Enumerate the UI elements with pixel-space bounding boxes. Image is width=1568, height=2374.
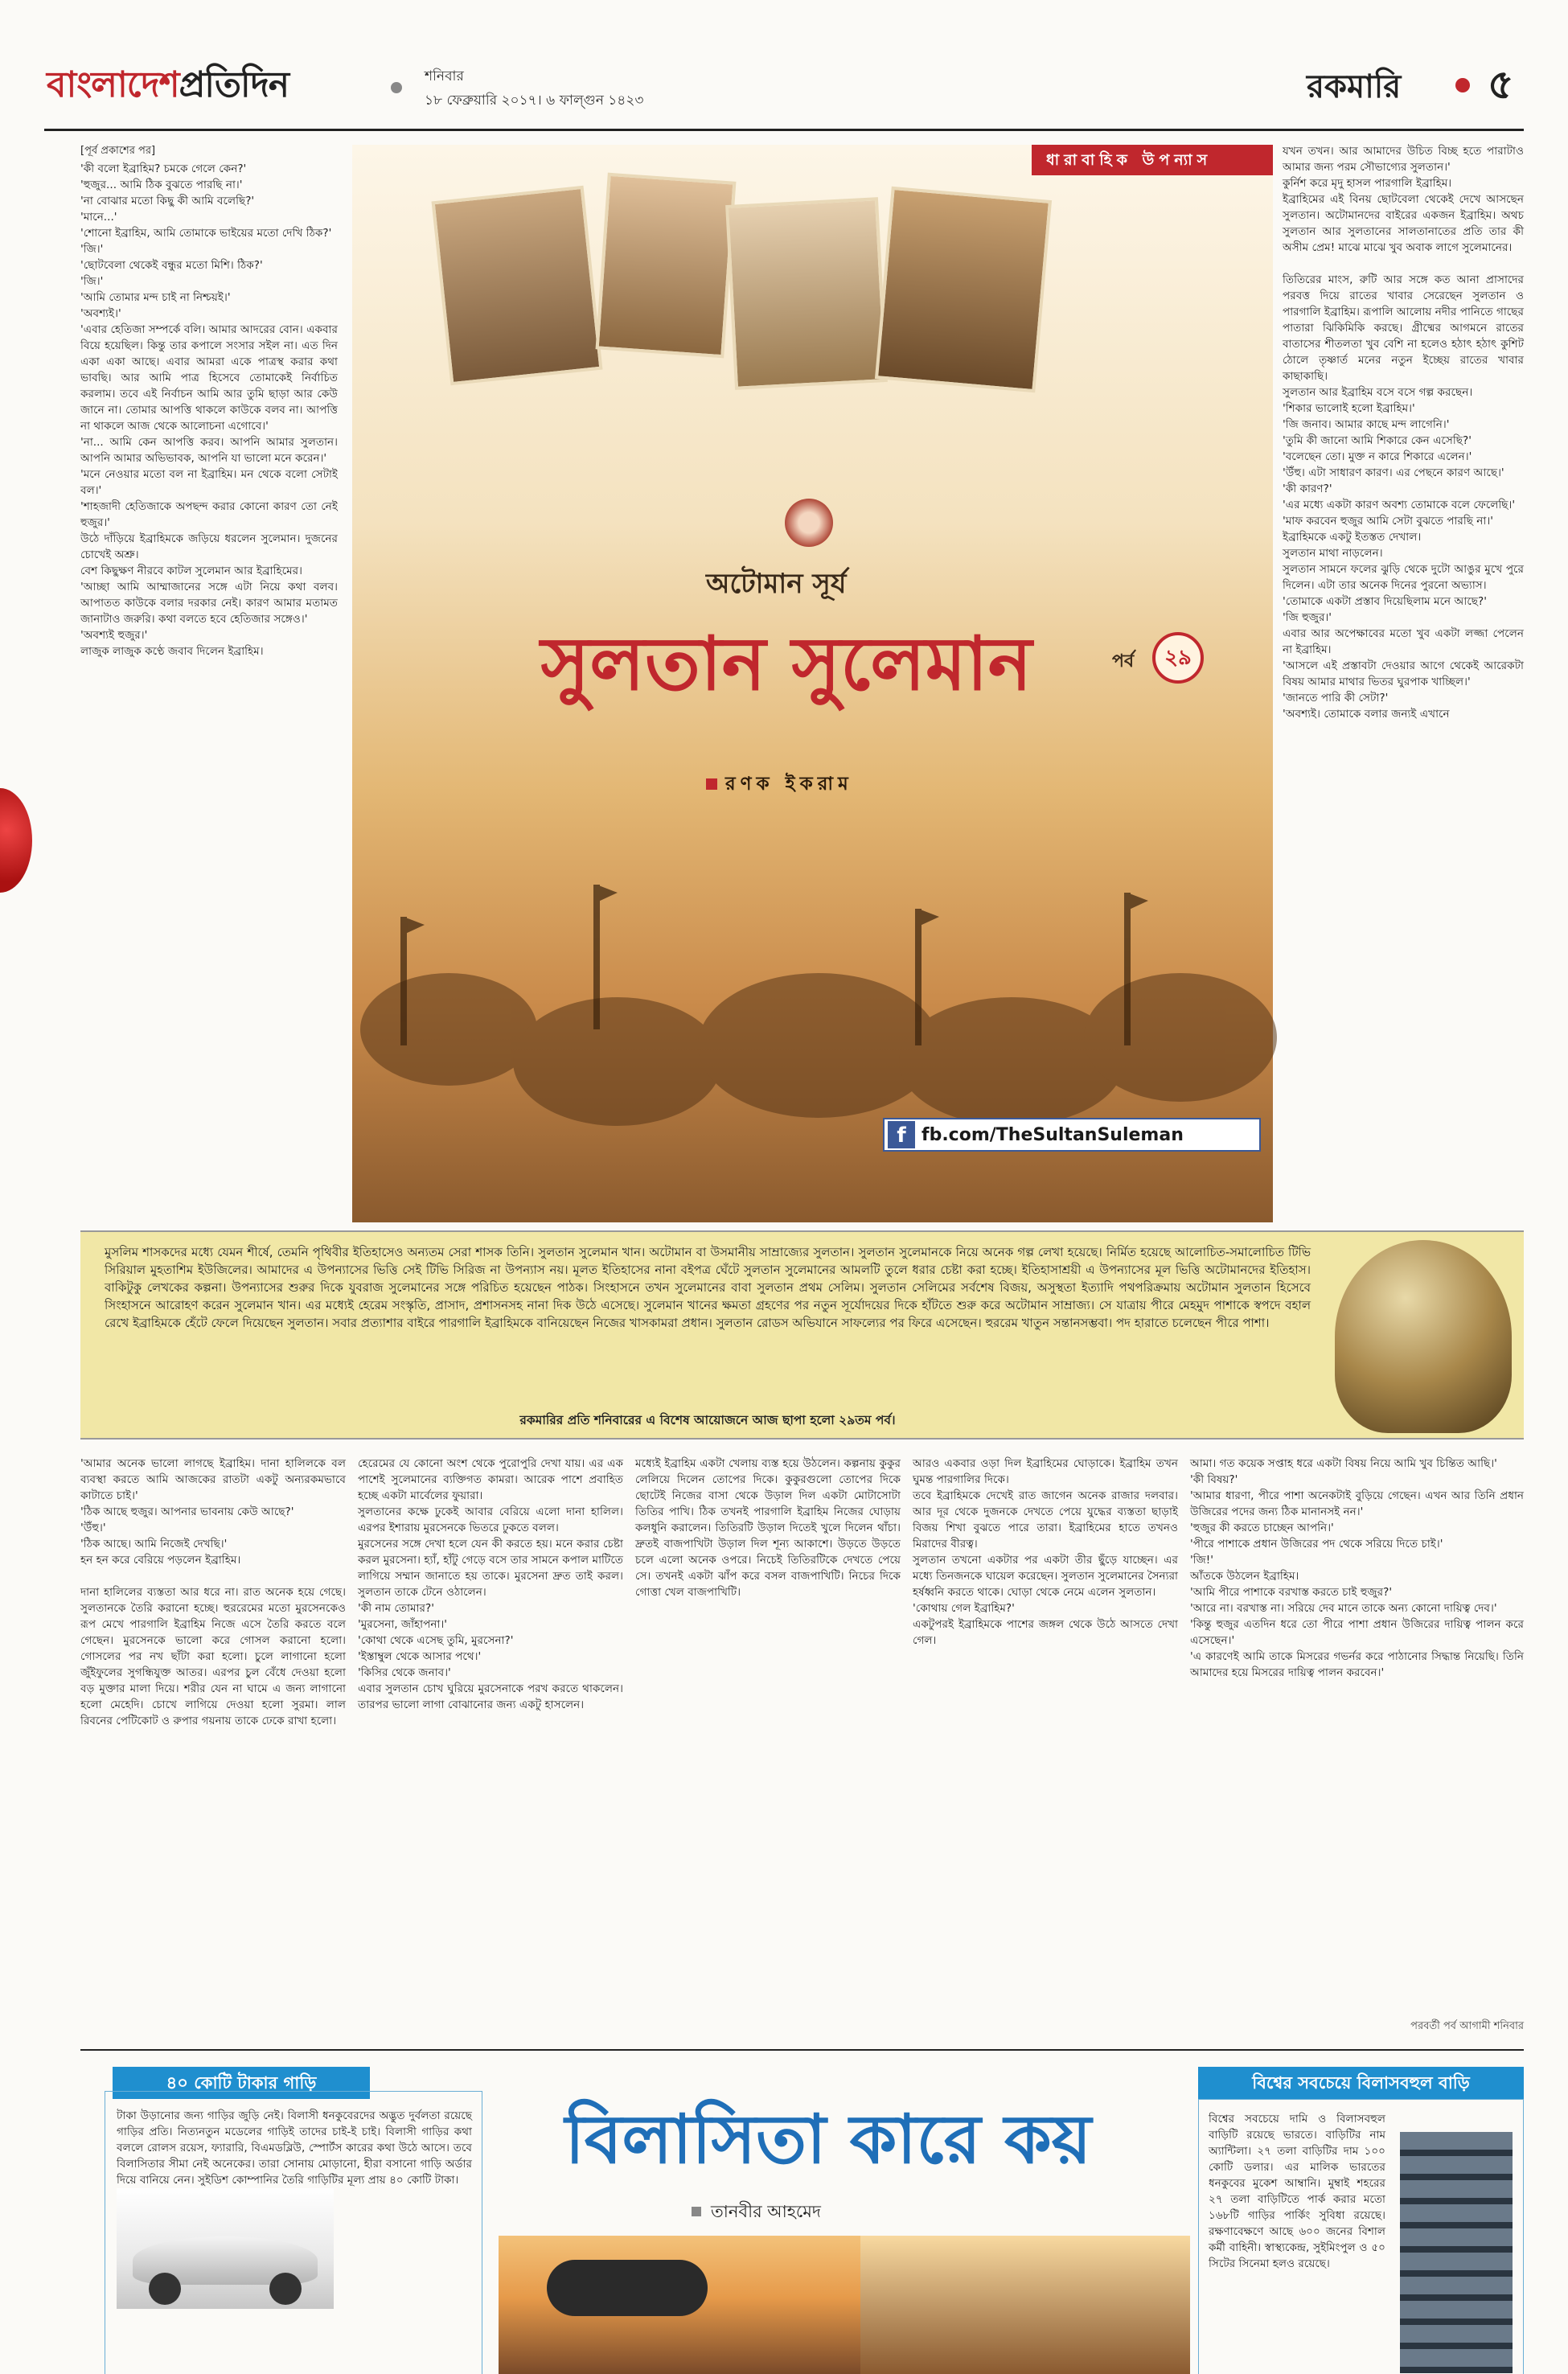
section-dot	[1455, 78, 1470, 92]
helicopter-image	[547, 2260, 708, 2316]
car-head: ৪০ কোটি টাকার গাড়ি	[113, 2067, 370, 2099]
episode-label: পর্ব	[1112, 651, 1135, 672]
portrait-2	[596, 173, 737, 359]
prev-note: [পূর্ব প্রকাশের পর]	[80, 145, 156, 157]
restaurant-image	[860, 2236, 1190, 2374]
episode-badge	[1152, 632, 1204, 684]
helmet-image	[1335, 1240, 1512, 1433]
car-image	[117, 2188, 334, 2309]
serial-col-left: 'কী বলো ইব্রাহিম? চমকে গেলে কেন?' 'হুজুর... আমি ঠিক বুঝতে পারছি না।' 'না বোঝার মতো কিছু কী আমি বলেছি?' 'মানে...' 'শোনো ইব্রাহিম, আমি তোমাকে ভাইয়ের মতো দেখি ঠিক?' 'জি।' 'ছোটবেলা থেকেই বন্ধুর মতো মিশি। ঠিক?' 'জি।' 'আমি তোমার মন্দ চাই না নিশ্চয়ই।' 'অবশ্যই।' 'এবার হেতিজা সম্পর্কে বলি। আমার আদরের বোন। একবার বিয়ে হয়েছিল। কিন্তু তার কপালে সংসার সইল না। এত দিন একা একা আছে। এবার আমরা একে পাত্রস্থ করার কথা ভাবছি। আর আমি পাত্র হিসেবে তোমাকেই নির্বাচিত করলাম। তবে এই নির্বাচন আমি আর তুমি ছাড়া আর কেউ জানে না। তোমার আপত্তি থাকলে কাউকে বলব না। আপত্তি না থাকলে আজ থেকে আলোচনা এগোবে।' 'না... আমি কেন আপত্তি করব। আপনি আমার সুলতান। আপনি আমার অভিভাবক, আপনি যা ভালো মনে করেন।' 'মনে নেওয়ার মতো বল না ইব্রাহিম। মন থেকে বলো সেটাই বল।' 'শাহজাদী হেতিজাকে অপছন্দ করার কোনো কারণ তো নেই হুজুর।' উঠে দাঁড়িয়ে ইব্রাহিমকে জড়িয়ে ধরলেন সুলেমান। দুজনের চোখেই অশ্রু। বেশ কিছুক্ষণ নীরবে কাটল সুলেমান আর ইব্রাহিমের। 'আচ্ছা আমি আম্মাজানের সঙ্গে এটা নিয়ে কথা বলব। আপাতত কাউকে বলার দরকার নেই। কারণ আমার মতামত জানাটাও জরুরি। কথা বলতে হবে হেতিজার সঙ্গেও।' 'অবশ্যই হুজুর।' লাজুক লাজুক কণ্ঠে জবাব দিলেন ইব্রাহিম।	[80, 162, 338, 658]
next-episode-note: পরবর্তী পর্ব আগামী শনিবার	[1410, 2020, 1524, 2032]
facebook-link[interactable]	[883, 1118, 1261, 1152]
issue-day: শনিবার	[425, 68, 464, 84]
masthead	[0, 0, 1568, 129]
episode-number: ২৯	[1164, 646, 1192, 670]
car-text: টাকা উড়ানোর জন্য গাড়ির জুড়ি নেই। বিলাসী ধনকুবেরদের অদ্ভুত দুর্বলতা রয়েছে গাড়ির প্রতি। নিত্যনতুন মডেলের গাড়িই তাদের চাই-ই চাই। বিলাসী গাড়ির কথা বললে রোলস রয়েস, ফ্যারারি, বিএমডব্লিউ, স্পোর্টস কারের কথা উঠে আসে। তবে বিলাসিতার সীমা নেই অনেকের। তারা সোনায় মোড়ানো, হীরা বসানো গাড়ি অর্ডার দিয়ে বানিয়ে নেন। সুইডিশ কোম্পানির তৈরি গাড়িটির মূল্য প্রায় ৪০ কোটি টাকা।	[117, 2109, 476, 2187]
issue-date: ১৮ ফেব্রুয়ারি ২০১৭। ৬ ফাল্গুন ১৪২৩	[425, 92, 644, 109]
author-emblem	[785, 499, 833, 547]
masthead-rule	[44, 129, 1524, 131]
byline-marker	[692, 2207, 701, 2216]
feature-main-image	[499, 2236, 1190, 2374]
serial-body-col-5: আমা। গত কয়েক সপ্তাহ ধরে একটা বিষয় নিয়ে আমি খুব চিন্তিত আছি।' 'কী বিষয়?' 'আমার ধারণা, পীরে পাশা অনেকটাই বুড়িয়ে গেছেন। এখন আর তিনি প্রধান উজিরের পদের জন্য ঠিক মানানসই নন।' 'হুজুর কী করতে চাচ্ছেন আপনি।' 'পীরে পাশাকে প্রধান উজিরের পদ থেকে সরিয়ে দিতে চাই।' 'জি!' আঁতকে উঠলেন ইব্রাহিম। 'আমি পীরে পাশাকে বরখাস্ত করতে চাই হুজুর?' 'আরে না। বরখাস্ত না। সরিয়ে দেব মানে তাকে অন্য কোনো দায়িত্ব দেব।' 'কিন্তু হুজুর এতদিন ধরে তো পীরে পাশা প্রধান উজিরের দায়িত্ব পালন করে এসেছেন।' 'এ কারণেই আমি তাকে মিসরের গভর্নর করে পাঠানোর সিদ্ধান্ত নিয়েছি। তিনি আমাদের হয়ে মিসরের দায়িত্ব পালন করবেন।'	[1190, 1457, 1524, 1679]
logo-part2: প্রতিদিন	[179, 64, 289, 105]
house-image	[1400, 2132, 1513, 2373]
newspaper-logo[interactable]	[47, 58, 289, 117]
serial-col-right-top: যখন তখন। আর আমাদের উচিত বিচ্ছ হতে পারাটাও আমার জন্য পরম সৌভাগ্যের সুলতান।' কুর্নিশ করে মৃদু হাসল পারগালি ইব্রাহিম। ইব্রাহিমের এই বিনয় ছোটবেলা থেকেই দেখে আসছেন সুলতান। অটোমানদের বাইরের একজন ইব্রাহিম। অথচ সুলতান আর সুলতানের সালতানাতের প্রতি তার কী অসীম প্রেম! মাঝে মাঝে খুব অবাক লাগে সুলেমানের। তিতিরের মাংস, রুটি আর সঙ্গে কত আনা প্রাসাদের পরবত্ত দিয়ে রাতের খাবার সেরেছেন সুলতান ও পারগালি ইব্রাহিম। রূপালি আলোয় নদীর পানিতে গাছের পাতারা ঝিকিমিকি করছে। গ্রীষ্মের আগমনে রাতের বাতাসের শীতলতা খুব বেশি না হলেও হঠাৎ হঠাৎ কুশিট ঠোলে তৃষ্ণার্ত মনের নতুন ইচ্ছেয় রাতের খাবার কাছাকাছি। সুলতান আর ইব্রাহিম বসে বসে গল্প করছেন। 'শিকার ভালোই হলো ইব্রাহিম।' 'জি জনাব। আমার কাছে মন্দ লাগেনি।' 'তুমি কী জানো আমি শিকারে কেন এসেছি?' 'বলেছেন তো। মুক্ত ন কারে শিকারে এলেন।' 'উঁহু। এটা সাধারণ কারণ। এর পেছনে কারণ আছে।' 'কী কারণ?' 'এর মধ্যে একটা কারণ অবশ্য তোমাকে বলে ফেলেছি।' 'মাফ করবেন হুজুর আমি সেটা বুঝতে পারছি না।' ইব্রাহিমকে একটু ইতস্তত দেখাল। সুলতান মাথা নাড়লেন। সুলতান সামনে ফলের ঝুড়ি থেকে দুটো আঙুর মুখে পুরে দিলেন। এটা তার অনেক দিনের পুরনো অভ্যাস। 'তোমাকে একটা প্রস্তাব দিয়েছিলাম মনে আছে?' 'জি হুজুর।' এবার আর অপেক্ষাবের মতো খুব একটা লজ্জা পেলেন না ইব্রাহিম। 'আসলে এই প্রস্তাবটা দেওয়ার আগে থেকেই আরেকটা বিষয় আমার মাথার ভিতর ঘুরপাক খাচ্ছিল।' 'জানতে পারি কী সেটা?' 'অবশ্যই। তোমাকে বলার জন্যই এখানে	[1283, 145, 1524, 721]
house-box	[1198, 2099, 1524, 2374]
car-box	[105, 2091, 482, 2374]
page-number: ৫	[1488, 60, 1514, 108]
serial-intro-note: রকমারির প্রতি শনিবারের এ বিশেষ আয়োজনে আজ ছাপা হলো ২৯তম পর্ব।	[519, 1413, 896, 1427]
section-title: রকমারি	[1307, 68, 1402, 105]
serial-author: রণক ইকরাম	[725, 774, 853, 795]
portrait-4	[875, 187, 1052, 393]
serial-body-col-1: 'আমার অনেক ভালো লাগছে ইব্রাহিম। দানা হালিলকে বল ব্যবস্থা করতে আমি আজকের রাতটা একটু অন্যরকমভাবে কাটাতে চাই।' 'ঠিক আছে হুজুর। আপনার ভাবনায় কেউ আছে?' 'উঁহু।' 'ঠিক আছে। আমি নিজেই দেখছি।' হন হন করে বেরিয়ে পড়লেন ইব্রাহিম। দানা হালিলের ব্যস্ততা আর ধরে না। রাত অনেক হয়ে গেছে। সুলতানকে তৈরি করানো হচ্ছে। হুররেমের মতো মুরসেনকেও রূপ মেখে পারগালি ইব্রাহিম নিজে এসে তৈরি করতে বলে গেছেন। মুরসেনকে ভালো করে গোসল করানো হলো। গোসলের পর নখ ছাঁটা করা হলো। চুলে লাগানো হলো জুঁইফুলের সুগন্ধিযুক্ত আতর। এরপর চুল বেঁধে দেওয়া হলো বড় মুক্তার মালা দিয়ে। শরীর যেন না ঘামে এ জন্য লাগানো হলো মেহেদি। চোখে লাগিয়ে দেওয়া হলো সুরমা। লাল রিবনের পেটিকোট ও রুপার গয়নায় তাকে ঢেকে রাখা হলো।	[80, 1457, 346, 1727]
serial-body-col-4: আরও একবার ওড়া দিল ইব্রাহিমের ঘোড়াকে। ইব্রাহিম তখন ঘুমন্ত পারগালির দিকে। তবে ইব্রাহিমকে দেখেই রাত জাগেন অনেক রাজার দলবার। আর দূর থেকে দুজনকে দেখতে পেয়ে যুদ্ধের ব্যস্ততা ছাড়াই বিজয় শিখা বুঝতে পারে তারা। ইব্রাহিমের হাতে তখনও মিরাদের বীরত্ব। সুলতান তখনো একটার পর একটা তীর ছুঁড়ে যাচ্ছেন। এর মধ্যে তিনজনকে ঘায়েল করেছেন। সুলতান সুলেমানের সৈন্যরা হর্ষধ্বনি করতে থাকে। ঘোড়া থেকে নেমে এলেন সুলতান। 'কোথায় গেল ইব্রাহিম?' একটুপরই ইব্রাহিমকে পাশের জঙ্গল থেকে উঠে আসতে দেখা গেল।	[913, 1457, 1178, 1647]
section-divider	[80, 2049, 1524, 2051]
margin-decoration	[0, 788, 32, 893]
serial-kicker: অটোমান সূর্য	[706, 568, 847, 600]
feature-byline: তানবীর আহমেদ	[711, 2202, 821, 2221]
portrait-1	[431, 186, 602, 386]
house-text: বিশ্বের সবচেয়ে দামি ও বিলাসবহুল বাড়িটি রয়েছে ভারতে। বাড়িটির নাম অ্যান্টিলা। ২৭ তলা বাড়িটির দাম ১০০ কোটি ডলার। এর মালিক ভারতের ধনকুবের মুকেশ আম্বানি। মুম্বাই শহরের ২৭ তলা বাড়িটিতে পার্ক করার মতো ১৬৮টি গাড়ির পার্কিং সুবিধা রয়েছে। রক্ষণাবেক্ষণে আছে ৬০০ জনের বিশাল কর্মী বাহিনী। স্বাস্থ্যকেন্দ্র, সুইমিংপুল ও ৫০ সিটের সিনেমা হলও রয়েছে।	[1209, 2113, 1389, 2270]
serial-body-col-3: মধ্যেই ইব্রাহিম একটা খেলায় ব্যস্ত হয়ে উঠলেন। কল্পনায় কুকুর লেলিয়ে দিলেন তোপের দিকে। কুকুরগুলো তোপের দিকে ছোটেই নিজের বাসা থেকে উড়াল দিল একটা মোটাসোটা তিতির পাখি। ঠিক তখনই পারগালি ইব্রাহিম নিজের ঘোড়ায় কলধুনি করালেন। তিতিরটি উড়াল দিতেই খুলে দিলেন থাঁচা। দ্রুতই বাজপাখিটা উড়াল দিল শূন্য আকাশে। উড়তে উড়তে চলে এলো অনেক ওপরে। নিচেই তিতিরটিকে দেখতে পেয়ে সে। তখনই একটা ঝাঁপ করে বসল বাজপাখিটি। নিচের দিকে গোত্তা খেল বাজপাখিটি।	[635, 1457, 905, 1599]
house-head: বিশ্বের সবচেয়ে বিলাসবহুল বাড়ি	[1198, 2067, 1524, 2099]
serial-label: ধারাবাহিক উপন্যাস	[1032, 145, 1273, 175]
author-marker	[706, 778, 717, 790]
facebook-icon: f	[888, 1121, 915, 1148]
masthead-dot	[391, 82, 402, 93]
feature-headline: বিলাসিতা কারে কয়	[564, 2099, 1092, 2179]
serial-intro: মুসলিম শাসকদের মধ্যে যেমন শীর্ষে, তেমনি পৃথিবীর ইতিহাসেও অন্যতম সেরা শাসক তিনি। সুলতান সুলেমান খান। অটোমান বা উসমানীয় সাম্রাজ্যের সুলতান। সুলতান সুলেমানকে নিয়ে অনেক গল্প লেখা হয়েছে। নির্মিত হয়েছে আলোচিত-সমালোচিত টিভি সিরিয়াল মুহতাশিম ইউজিলের। আমাদের এ উপন্যাসের ভিত্তি সেই টিভি সিরিজ না উপন্যাস নয়। মূলত ইতিহাসের নানা বইপত্র ঘেঁটে সুলতান সুলেমানের আমলটি তুলে ধরার চেষ্টা করা হচ্ছে। ইতিহাসাশ্রয়ী এ উপন্যাসের মূল ভিত্তি অটোমানদের ইতিহাস। বাকিটুকু লেখকের কল্পনা। উপন্যাসের শুরুর দিকে যুবরাজ সুলেমানের সঙ্গে পরিচিত হয়েছেন পাঠক। সিংহাসনে তখন সুলেমানের বাবা সুলতান প্রথম সেলিম। সুলতান সেলিমের সর্বশেষ বিজয়, অসুস্থতা ইত্যাদি পথপরিক্রমায় অটোমান সুলতান হিসেবে সিংহাসনে আরোহণ করেন সুলেমান খান। এর মধ্যেই হেরেম সংস্কৃতি, প্রাসাদ, প্রশাসনসহ নানা দিক উঠে এসেছে। সুলেমান খানের ক্ষমতা গ্রহণের পর নতুন সূর্যোদয়ের দিকে হাঁটতে শুরু করে অটোমান সাম্রাজ্য। সে যাত্রায় পীরে মেহমুদ পাশাকে স্বপদে বহাল রেখে ইব্রাহিমকে হেঁটে ফেলে দিয়েছেন সুলতান। সবার প্রত্যাশার বাইরে পারগালি ইব্রাহিমকে বানিয়েছেন নিজের খাসকামরা প্রধান। সুলতান রোডস অভিযানে সাফল্যের পর ফিরে এসেছেন। হুররেম খাতুন সন্তানসম্ভবা। পদ হারাতে চলেছেন পীরে পাশা।	[105, 1245, 1311, 1330]
serial-title: সুলতান সুলেমান	[540, 620, 1032, 707]
serial-banner	[352, 145, 1273, 1222]
facebook-url: fb.com/TheSultanSuleman	[922, 1124, 1184, 1145]
portrait-3	[725, 197, 888, 390]
logo-part1: বাংলাদেশ	[47, 64, 179, 105]
serial-intro-box	[80, 1230, 1524, 1440]
serial-body-col-2: হেরেমের যে কোনো অংশ থেকে পুরোপুরি দেখা যায়। এর এক পাশেই সুলেমানের ব্যক্তিগত কামরা। আরেক পাশে প্রবাহিত হচ্ছে একটা মার্বেলের ফুয়ারা। সুলতানের কক্ষে ঢুকেই আবার বেরিয়ে এলো দানা হালিল। এরপর ইশারায় মুরসেনকে ভিতরে ঢুকতে বলল। মুরসেনের সঙ্গে দেখা হলে যেন কী করতে হয়। মনে করার চেষ্টা করল মুরসেনা। হ্যাঁ, হাঁটু গেড়ে বসে তার সামনে কপাল মাটিতে লাগিয়ে সম্মান জানাতে হয় তাকে। মুরসেনা দ্রুত তাই করল। সুলতান তাকে টেনে ওঠালেন। 'কী নাম তোমার?' 'মুরসেনা, জাঁহাপনা।' 'কোথা থেকে এসেছ তুমি, মুরসেনা?' 'ইস্তাম্বুল থেকে আসার পথে।' 'কিসির থেকে জনাব।' এবার সুলতান চোখ ঘুরিয়ে মুরসেনাকে পরখ করতে থাকলেন। তারপর ভালো লাগা বোঝানোর জন্য একটু হাসলেন।	[358, 1457, 623, 1711]
